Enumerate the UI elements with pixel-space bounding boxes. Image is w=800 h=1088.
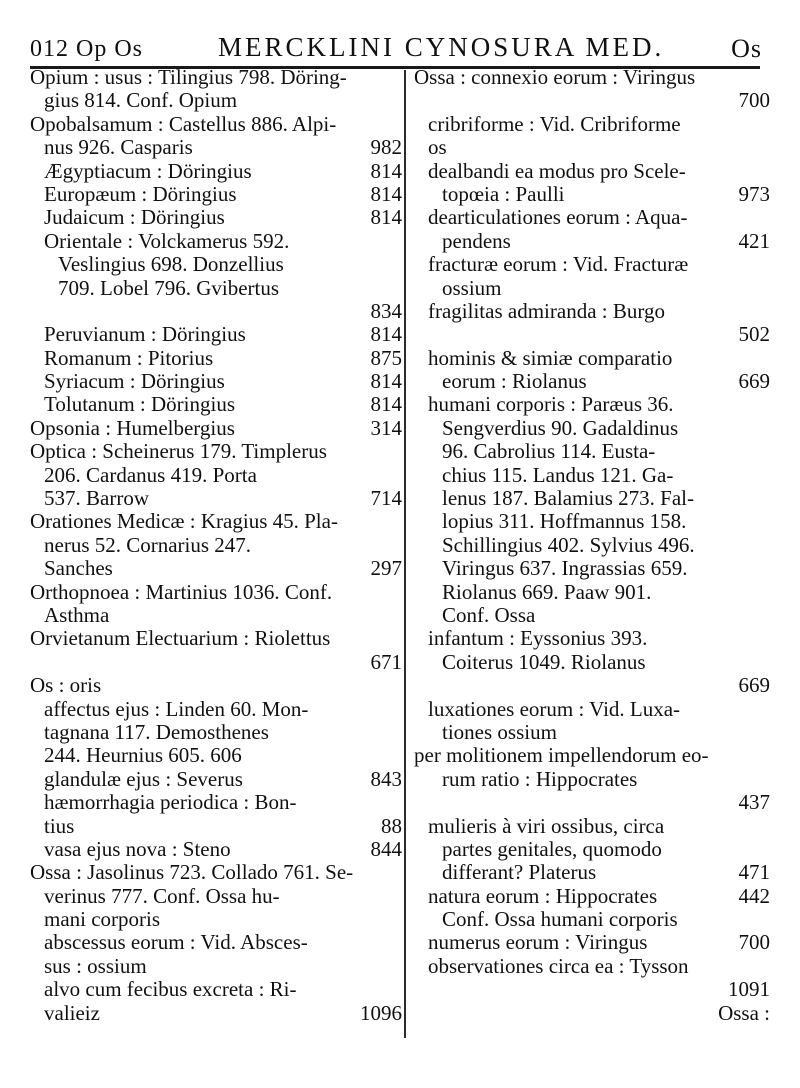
left-index-line: [30, 651, 402, 674]
right-index-line: [414, 1002, 770, 1025]
index-entry-text: Orationes Medicæ : Kragius 45. Pla-: [30, 510, 338, 534]
left-index-line: [30, 627, 402, 650]
index-entry-text: hæmorrhagia periodica : Bon-: [44, 791, 297, 815]
left-index-line: [30, 815, 402, 838]
right-index-line: [414, 768, 770, 791]
left-index-line: [30, 557, 402, 580]
index-entry-text: fragilitas admiranda : Burgo: [428, 299, 665, 323]
right-index-line: [414, 440, 770, 463]
index-entry-text: tagnana 117. Demosthenes: [44, 720, 269, 744]
index-entry-text: Sengverdius 90. Gadaldinus: [442, 416, 679, 440]
index-entry-text: 96. Cabrolius 114. Eusta-: [442, 440, 656, 464]
index-entry-text: Schillingius 402. Sylvius 496.: [442, 533, 695, 557]
right-index-line: [414, 744, 770, 767]
index-entry-text: lopius 311. Hoffmannus 158.: [442, 510, 687, 534]
page-reference: 1096: [360, 1000, 402, 1025]
right-index-line: [414, 323, 770, 346]
book-title: MERCKLINI CYNOSURA MED.: [218, 32, 665, 62]
right-index-line: [414, 721, 770, 744]
running-head-right: Os: [731, 34, 762, 63]
page-reference: 314: [370, 415, 402, 440]
index-entry-text: Romanum : Pitorius: [44, 346, 214, 370]
index-entry-text: pendens: [442, 229, 511, 253]
index-entry-text: gius 814. Conf. Opium: [44, 89, 238, 113]
page-number-and-running-head: [30, 36, 143, 63]
index-entry-text: Opium : usus : Tilingius 798. Döring-: [30, 66, 347, 89]
index-entry-text: valieiz: [44, 1001, 100, 1025]
right-index-line: [414, 464, 770, 487]
right-index-line: [414, 861, 770, 884]
index-entry-text: Viringus 637. Ingrassias 659.: [442, 557, 688, 581]
right-index-line: [414, 206, 770, 229]
index-entry-text: affectus ejus : Linden 60. Mon-: [44, 697, 309, 721]
left-index-line: [30, 791, 402, 814]
left-index-line: [30, 440, 402, 463]
right-index-line: [414, 347, 770, 370]
right-index-line: [414, 183, 770, 206]
right-index-line: [414, 277, 770, 300]
left-index-line: [30, 908, 402, 931]
page-reference: 671: [370, 649, 402, 674]
right-index-line: [414, 651, 770, 674]
left-index-line: [30, 113, 402, 136]
right-index-line: [414, 931, 770, 954]
index-entry-text: lenus 187. Balamius 273. Fal-: [442, 487, 694, 511]
page-reference: 669: [738, 369, 770, 394]
left-index-line: [30, 183, 402, 206]
left-index-line: [30, 487, 402, 510]
left-index-line: [30, 581, 402, 604]
page-reference: 442: [738, 883, 770, 908]
index-entry-text: abscessus eorum : Vid. Absces-: [44, 931, 308, 955]
right-index-line: [414, 230, 770, 253]
left-index-line: [30, 89, 402, 112]
right-index-line: [414, 113, 770, 136]
index-entry-text: sus : ossium: [44, 954, 147, 978]
right-index-line: [414, 908, 770, 931]
page-reference: 814: [370, 158, 402, 183]
left-index-line: [30, 370, 402, 393]
left-index-line: [30, 674, 402, 697]
index-entry-text: infantum : Eyssonius 393.: [428, 627, 648, 651]
index-entry-text: Riolanus 669. Paaw 901.: [442, 580, 652, 604]
left-index-line: [30, 1002, 402, 1025]
index-entry-text: mani corporis: [44, 908, 161, 932]
right-index-line: [414, 698, 770, 721]
index-entry-text: verinus 777. Conf. Ossa hu-: [44, 884, 280, 908]
index-entry-text: Opobalsamum : Castellus 886. Alpi-: [30, 112, 337, 136]
index-entry-text: per molitionem impellendorum eo-: [414, 744, 709, 768]
left-index-line: [30, 393, 402, 416]
page-reference: 297: [370, 556, 402, 581]
page-header: [30, 28, 770, 68]
index-entry-text: nus 926. Casparis: [44, 136, 193, 160]
right-index-line: [414, 604, 770, 627]
index-entry-text: Judaicum : Döringius: [44, 206, 225, 230]
left-index-line: [30, 604, 402, 627]
left-index-line: [30, 253, 402, 276]
left-index-line: [30, 721, 402, 744]
index-entry-text: chius 115. Landus 121. Ga-: [442, 463, 674, 487]
index-entry-text: luxationes eorum : Vid. Luxa-: [428, 697, 681, 721]
page-reference: 502: [738, 322, 770, 347]
index-entry-text: Ossa : Jasolinus 723. Collado 761. Se-: [30, 861, 354, 885]
column-divider: [404, 70, 406, 1038]
page-reference: 982: [370, 135, 402, 160]
index-entry-text: Orthopnoea : Martinius 1036. Conf.: [30, 580, 333, 604]
index-entry-text: 244. Heurnius 605. 606: [44, 744, 242, 768]
left-index-line: [30, 955, 402, 978]
right-index-line: [414, 815, 770, 838]
index-entry-text: tius: [44, 814, 75, 838]
page-number: 012: [30, 36, 69, 62]
left-index-line: [30, 698, 402, 721]
index-entry-text: Os : oris: [30, 674, 102, 698]
left-index-line: [30, 978, 402, 1001]
index-entry-text: Coiterus 1049. Riolanus: [442, 650, 646, 674]
page-reference: 88: [381, 813, 402, 838]
index-entry-text: Optica : Scheinerus 179. Timplerus: [30, 440, 327, 464]
right-index-line: [414, 417, 770, 440]
left-index-line: [30, 347, 402, 370]
left-index-line: [30, 931, 402, 954]
right-index-line: [414, 487, 770, 510]
index-entry-text: vasa ejus nova : Steno: [44, 837, 231, 861]
left-index-line: [30, 300, 402, 323]
index-entry-text: dealbandi ea modus pro Scele-: [428, 159, 686, 183]
right-index-line: [414, 791, 770, 814]
running-head-left: Op Os: [76, 36, 144, 62]
index-entry-text: partes genitales, quomodo: [442, 837, 662, 861]
page-reference: 714: [370, 486, 402, 511]
index-entry-text: Conf. Ossa humani corporis: [442, 908, 678, 932]
index-entry-text: fracturæ eorum : Vid. Fracturæ: [428, 253, 689, 277]
index-entry-text: observationes circa ea : Tysson: [428, 954, 689, 978]
index-entry-text: differant? Platerus: [442, 861, 597, 885]
page-reference: 471: [738, 860, 770, 885]
right-index-line: [414, 89, 770, 112]
page-reference: Ossa :: [718, 1000, 770, 1025]
page-reference: 437: [738, 790, 770, 815]
index-entry-text: natura eorum : Hippocrates: [428, 884, 658, 908]
index-entry-text: Conf. Ossa: [442, 603, 536, 627]
index-entry-text: humani corporis : Paræus 36.: [428, 393, 674, 417]
right-index-line: [414, 534, 770, 557]
page-reference: 814: [370, 369, 402, 394]
index-entry-text: Veslingius 698. Donzellius: [58, 253, 284, 277]
index-entry-text: Asthma: [44, 603, 110, 627]
page-reference: 669: [738, 673, 770, 698]
index-entry-text: mulieris à viri ossibus, circa: [428, 814, 665, 838]
index-entry-text: Ægyptiacum : Döringius: [44, 159, 252, 183]
index-entry-text: ossium: [442, 276, 502, 300]
left-column: [30, 66, 402, 1058]
left-index-line: [30, 838, 402, 861]
left-index-line: [30, 534, 402, 557]
page-reference: 814: [370, 392, 402, 417]
index-entry-text: Sanches: [44, 557, 113, 581]
page-reference: 843: [370, 766, 402, 791]
left-index-line: [30, 885, 402, 908]
index-entry-text: Orvietanum Electuarium : Riolettus: [30, 627, 331, 651]
index-entry-text: topœia : Paulli: [442, 182, 565, 206]
right-index-line: [414, 66, 770, 89]
left-index-line: [30, 206, 402, 229]
index-entry-text: Europæum : Döringius: [44, 182, 237, 206]
right-index-line: [414, 160, 770, 183]
left-index-line: [30, 464, 402, 487]
left-index-line: [30, 861, 402, 884]
index-entry-text: 537. Barrow: [44, 487, 149, 511]
index-entry-text: nerus 52. Cornarius 247.: [44, 533, 252, 557]
index-entry-text: glandulæ ejus : Severus: [44, 767, 243, 791]
page-reference: 814: [370, 322, 402, 347]
index-entry-text: cribriforme : Vid. Cribriforme: [428, 112, 681, 136]
left-index-line: [30, 277, 402, 300]
index-entry-text: Orientale : Volckamerus 592.: [44, 229, 290, 253]
index-entry-text: Opsonia : Humelbergius: [30, 416, 235, 440]
index-entry-text: alvo cum fecibus excreta : Ri-: [44, 978, 297, 1002]
right-index-line: [414, 510, 770, 533]
left-index-line: [30, 136, 402, 159]
index-entry-text: 709. Lobel 796. Gvibertus: [58, 276, 280, 300]
page-reference: 834: [370, 298, 402, 323]
page-reference: 844: [370, 836, 402, 861]
right-index-line: [414, 955, 770, 978]
index-entry-text: Tolutanum : Döringius: [44, 393, 236, 417]
page-reference: 814: [370, 181, 402, 206]
page-reference: 700: [738, 88, 770, 113]
right-index-line: [414, 627, 770, 650]
right-index-line: [414, 393, 770, 416]
left-index-line: [30, 744, 402, 767]
right-index-line: [414, 978, 770, 1001]
index-entry-text: dearticulationes eorum : Aqua-: [428, 206, 688, 230]
left-index-line: [30, 323, 402, 346]
page-reference: 1091: [728, 977, 770, 1002]
right-index-line: [414, 838, 770, 861]
right-index-line: [414, 581, 770, 604]
index-entry-text: numerus eorum : Viringus: [428, 931, 648, 955]
right-index-line: [414, 370, 770, 393]
left-index-line: [30, 768, 402, 791]
index-entry-text: Ossa : connexio eorum : Viringus: [414, 66, 696, 89]
right-index-line: [414, 253, 770, 276]
left-index-line: [30, 417, 402, 440]
right-index-line: [414, 300, 770, 323]
index-entry-text: hominis & simiæ comparatio: [428, 346, 673, 370]
index-entry-text: Peruvianum : Döringius: [44, 323, 246, 347]
page-reference: 814: [370, 205, 402, 230]
page-reference: 700: [738, 930, 770, 955]
index-entry-text: eorum : Riolanus: [442, 370, 587, 394]
left-index-line: [30, 230, 402, 253]
right-index-line: [414, 885, 770, 908]
left-index-line: [30, 66, 402, 89]
left-index-line: [30, 160, 402, 183]
index-entry-text: Syriacum : Döringius: [44, 370, 225, 394]
index-entry-text: os: [428, 136, 447, 160]
right-index-line: [414, 136, 770, 159]
index-entry-text: tiones ossium: [442, 720, 557, 744]
left-index-line: [30, 510, 402, 533]
page-reference: 973: [738, 181, 770, 206]
page-reference: 875: [370, 345, 402, 370]
index-entry-text: 206. Cardanus 419. Porta: [44, 463, 257, 487]
right-index-line: [414, 674, 770, 697]
right-index-line: [414, 557, 770, 580]
index-entry-text: rum ratio : Hippocrates: [442, 767, 638, 791]
page-reference: 421: [738, 228, 770, 253]
right-column: [414, 66, 770, 1058]
